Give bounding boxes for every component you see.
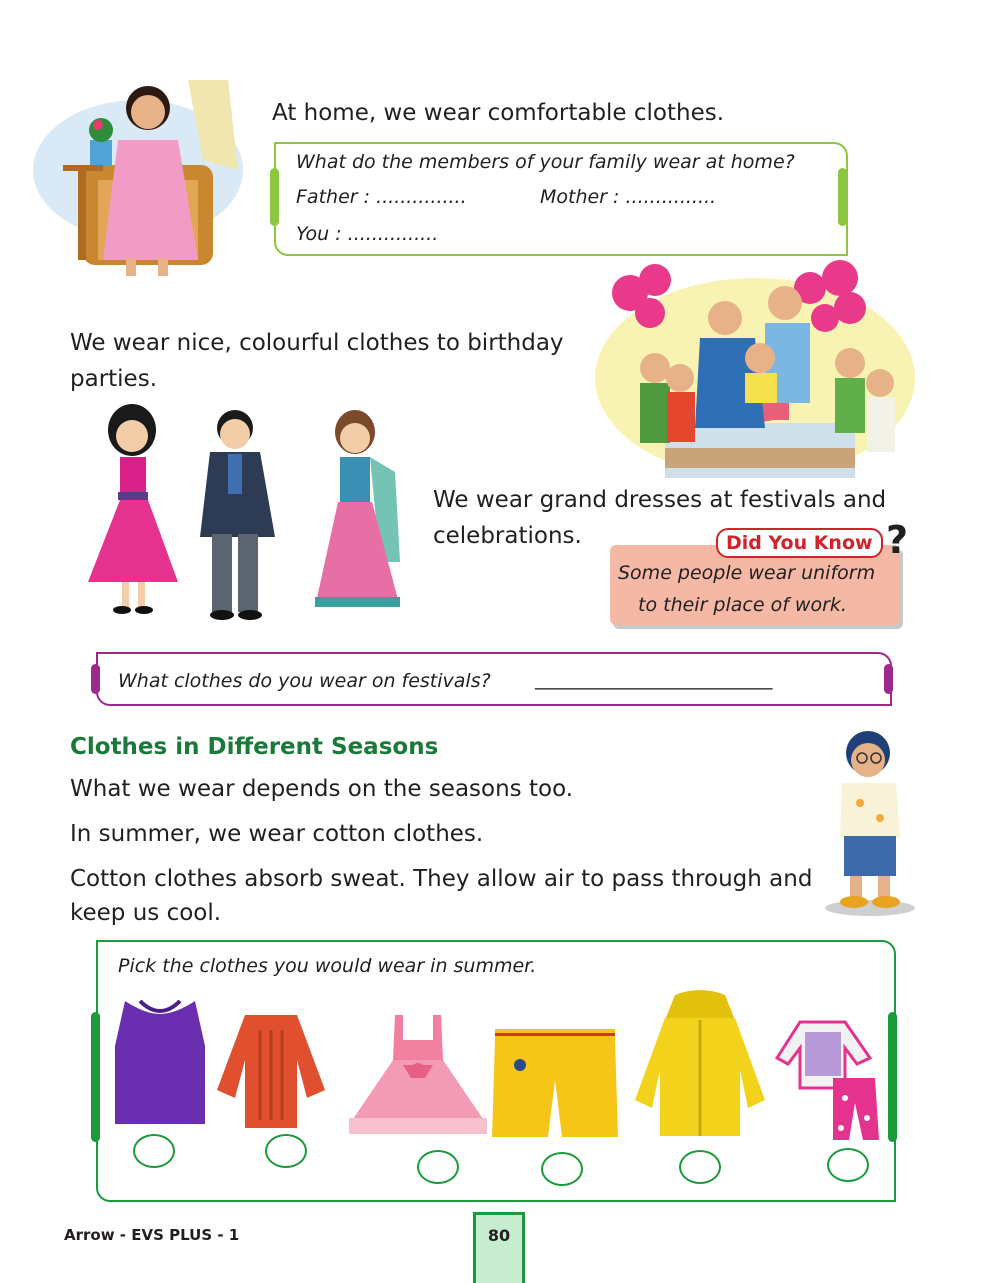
clothing-item-shorts[interactable] — [490, 1025, 620, 1143]
activity-left-bar — [91, 1012, 100, 1142]
clothing-item-sweater[interactable] — [215, 1010, 327, 1130]
festival-answer-blank[interactable]: _________________________ — [535, 668, 773, 690]
answer-circle-vest[interactable] — [133, 1134, 175, 1168]
answer-circle-shorts[interactable] — [541, 1152, 583, 1186]
home-illustration — [28, 70, 258, 280]
mother-field[interactable]: Mother : ............... — [540, 186, 717, 208]
answer-circle-pyjama-set[interactable] — [827, 1148, 869, 1182]
home-box-right-bar — [838, 168, 847, 226]
seasons-paragraph-1: What we wear depends on the seasons too. — [70, 776, 574, 802]
question-mark-icon: ? — [886, 518, 909, 562]
answer-circle-sweater[interactable] — [265, 1134, 307, 1168]
festival-line-2: celebrations. — [433, 523, 582, 549]
party-line-1: We wear nice, colourful clothes to birthday — [70, 330, 564, 356]
page-number-box — [473, 1212, 525, 1283]
home-question: What do the members of your family wear at home? — [296, 151, 795, 173]
seasons-paragraph-2: In summer, we wear cotton clothes. — [70, 821, 484, 847]
festival-box-left-bar — [91, 664, 100, 694]
clothing-item-raincoat[interactable] — [630, 990, 770, 1140]
father-field[interactable]: Father : ............... — [296, 186, 467, 208]
clothing-item-vest[interactable] — [110, 996, 210, 1128]
answer-circle-raincoat[interactable] — [679, 1150, 721, 1184]
festival-box-right-bar — [884, 664, 893, 694]
activity-right-bar — [888, 1012, 897, 1142]
clothing-item-frock[interactable] — [347, 1010, 489, 1138]
answer-circle-frock[interactable] — [417, 1150, 459, 1184]
activity-instruction: Pick the clothes you would wear in summer. — [118, 955, 537, 977]
book-title: Arrow - EVS PLUS - 1 — [64, 1226, 240, 1244]
you-field[interactable]: You : ............... — [296, 223, 439, 245]
home-box-left-bar — [270, 168, 279, 226]
party-line-2: parties. — [70, 366, 158, 392]
home-statement: At home, we wear comfortable clothes. — [272, 100, 725, 126]
page-number: 80 — [487, 1226, 511, 1245]
did-you-know-line-1: Some people wear uniform — [618, 562, 876, 584]
birthday-party-illustration — [595, 258, 915, 488]
did-you-know-line-2: to their place of work. — [638, 594, 847, 616]
seasons-paragraph-3a: Cotton clothes absorb sweat. They allow air to pass through and — [70, 866, 813, 892]
seasons-paragraph-3b: keep us cool. — [70, 900, 222, 926]
festival-question: What clothes do you wear on festivals? — [118, 670, 491, 692]
boy-character-illustration — [820, 728, 920, 920]
festival-line-1: We wear grand dresses at festivals and — [433, 487, 887, 513]
festival-children-illustration — [70, 402, 430, 632]
section-heading: Clothes in Different Seasons — [70, 734, 439, 760]
clothing-item-pyjama-set[interactable] — [775, 1018, 885, 1143]
did-you-know-title: Did You Know — [716, 528, 883, 558]
